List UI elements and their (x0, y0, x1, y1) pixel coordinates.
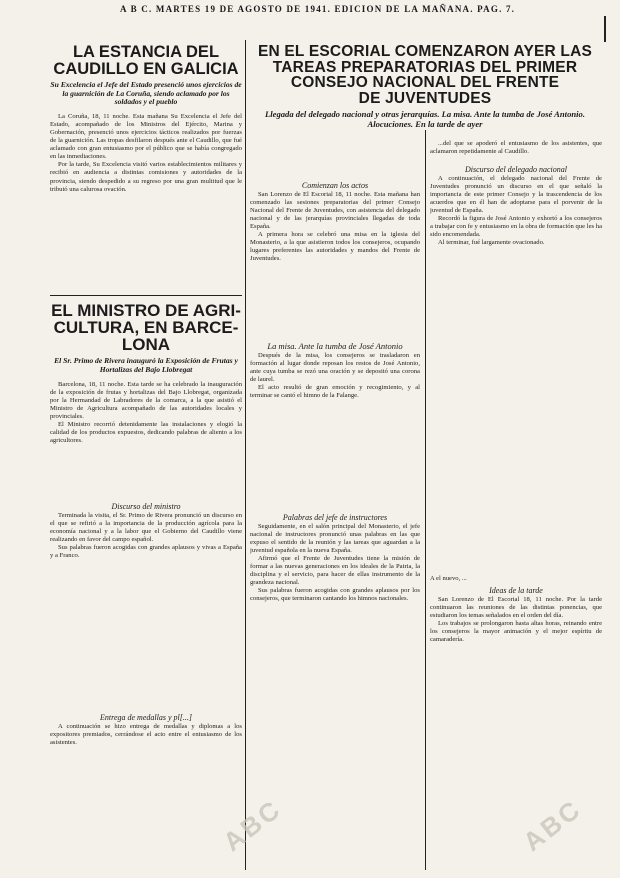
headline-line: CULTURA, EN BARCE- (53, 318, 239, 338)
right-note: A el nuevo, ... (430, 575, 467, 582)
main-headline (250, 44, 600, 106)
center-section2-body (250, 352, 420, 512)
article1-subhead: Su Excelencia el Jefe del Estado presenció unos ejercicios de la guarnición de La Coruña, siendo aclamado por los soldados y el pueblo (50, 80, 242, 107)
paragraph: Seguidamente, en el salón principal del Monasterio, el jefe nacional de instructores pronunció unas palabras en las que expuso el sentido de la reunión y las tareas que aguardan a la juventud española en la nueva España. (250, 523, 420, 555)
paragraph: Sus palabras fueron acogidas con grandes aplausos y vivas a España y a Franco. (50, 543, 242, 559)
main-subhead: Llegada del delegado nacional y otras jerarquías. La misa. Ante la tumba de José Antonio. Alocuciones. En la tarde de ayer (265, 109, 585, 129)
article2-section2-body (50, 723, 242, 813)
paragraph: San Lorenzo de El Escorial 18, 11 noche. Por la tarde continuaron las reuniones de las distintas ponencias, que estudiaron los temas señalados en el orden del día. (430, 596, 602, 620)
right-section2-heading: Ideas de la tarde (489, 586, 543, 595)
paragraph: A continuación, el delegado nacional del Frente de Juventudes pronunció un discurso en el que señaló la importancia de este primer Consejo y la trascendencia de los acuerdos que en él han de adoptarse para el porvenir de la juventud de España. (430, 175, 602, 215)
headline-line: CONSEJO NACIONAL DEL FRENTE (290, 74, 560, 91)
paragraph: Los trabajos se prolongaron hasta altas horas, reinando entre los consejeros la mayor animación y el mejor espíritu de camaradería. (430, 620, 602, 644)
headline-line: DE JUVENTUDES (358, 89, 492, 107)
paragraph: El acto resultó de gran emoción y recogimiento, y al terminar se cantó el himno de la Falange. (250, 384, 420, 400)
headline-line: CAUDILLO EN GALICIA (53, 59, 239, 78)
watermark: ABC (217, 793, 288, 858)
paragraph: Después de la misa, los consejeros se trasladaron en formación al lugar donde reposan los restos de José Antonio, ante cuya tumba se rezó una oración y se depositó una corona de laurel. (250, 352, 420, 384)
article2-subhead: El Sr. Primo de Rivera inauguró la Exposición de Frutas y Hortalizas del Bajo Llobregat (54, 356, 238, 374)
paragraph: La Coruña, 18, 11 noche. Esta mañana Su Excelencia el Jefe del Estado, acompañado de los Ministros del Ejército, Marina y Gobernación, presenció unos ejercicios tácticos realizados por fuerzas de la guarnición. Las tropas desfilaron después ante el Caudillo, que fué aclamado con gran entusiasmo por el público que se había congregado en las inmediaciones. (50, 113, 242, 161)
column-rule-2 (425, 130, 426, 870)
center-section3-body (250, 523, 420, 843)
paragraph: El Ministro recorrió detenidamente las instalaciones y elogió la calidad de los productos expuestos, dedicando palabras de aliento a los agricultores. (50, 420, 242, 444)
article2-section2-heading: Entrega de medallas y pl[...] (100, 712, 192, 722)
article2-body (50, 381, 242, 501)
margin-rule (604, 16, 606, 42)
center-section3-heading: Palabras del jefe de instructores (282, 513, 388, 522)
left-column (50, 44, 242, 874)
paragraph: San Lorenzo de El Escorial 18, 11 noche. Esta mañana han comenzado las sesiones preparatorias del primer Consejo Nacional del Frente de Juventudes, con asistencia del delegado nacional y de las jerarquías provinciales llegadas de toda España. (250, 191, 420, 231)
headline-line: LONA (121, 335, 171, 355)
paragraph: Recordó la figura de José Antonio y exhortó a los consejeros a trabajar con fe y entusiasmo en la obra de formación que les ha sido encomendada. (430, 215, 602, 239)
section-divider (50, 295, 242, 296)
article2-section-body (50, 512, 242, 712)
paragraph: Afirmó que el Frente de Juventudes tiene la misión de formar a las nuevas generaciones en los ideales de la Patria, la disciplina y el servicio, para hacer de ellas instrumento de la grandeza nacional. (250, 555, 420, 587)
article2-headline (50, 302, 242, 353)
headline-line: EL MINISTRO DE AGRI- (51, 301, 241, 321)
headline-line: EN EL ESCORIAL COMENZARON AYER LAS (257, 44, 593, 60)
headline-line: LA ESTANCIA DEL (72, 44, 220, 61)
page-header: A B C. MARTES 19 DE AGOSTO DE 1941. EDICION DE LA MAÑANA. PAG. 7. (120, 4, 516, 14)
column-rule-1 (245, 40, 246, 870)
right-column (430, 140, 602, 870)
headline-line: TAREAS PREPARATORIAS DEL PRIMER (272, 58, 578, 76)
watermark: ABC (517, 793, 588, 858)
paragraph: Por la tarde, Su Excelencia visitó varios establecimientos militares y recibió en audiencia a distintas comisiones y autoridades de la provincia, siendo despedido a su regreso por una gran multitud que le tributó una calurosa ovación. (50, 161, 242, 193)
center-section1-body (250, 191, 420, 341)
paragraph: Barcelona, 18, 11 noche. Esta tarde se ha celebrado la inauguración de la exposición de frutas y hortalizas del Bajo Llobregat, organizada por la Hermandad de Labradores de la comarca, a la que asistió el Ministro de Agricultura acompañado de las autoridades locales y provinciales. (50, 380, 242, 420)
right-section1-body (430, 175, 602, 575)
center-section1-heading: Comienzan los actos (301, 181, 369, 190)
paragraph: A continuación se hizo entrega de medallas y diplomas a los expositores premiados, cerrándose el acto entre el entusiasmo de los asistentes. (50, 722, 242, 746)
right-section1-heading: Discurso del delegado nacional (465, 165, 567, 174)
paragraph: A primera hora se celebró una misa en la iglesia del Monasterio, a la que asistieron todos los consejeros, ocupando lugares preferentes las autoridades y mandos del Frente de Juventudes. (250, 231, 420, 263)
center-section2-heading: La misa. Ante la tumba de José Antonio (267, 341, 403, 351)
paragraph: Terminada la visita, el Sr. Primo de Rivera pronunció un discurso en el que se refirió a la importancia de la producción agrícola para la economía nacional y a la labor que el Gobierno del Caudillo viene realizando en favor del campo español. (50, 511, 242, 543)
paragraph: Al terminar, fué largamente ovacionado. (438, 239, 545, 247)
paragraph: Sus palabras fueron acogidas con grandes aplausos por los consejeros, que terminaron cantando los himnos nacionales. (250, 587, 420, 603)
article2-section-heading: Discurso del ministro (111, 501, 181, 511)
center-column (250, 180, 420, 870)
right-intro-body (430, 140, 602, 164)
article1-body (50, 113, 242, 289)
article1-headline (50, 44, 242, 77)
paragraph: ...del que se apoderó el entusiasmo de los asistentes, que aclamaron repetidamente al Caudillo. (430, 140, 602, 156)
